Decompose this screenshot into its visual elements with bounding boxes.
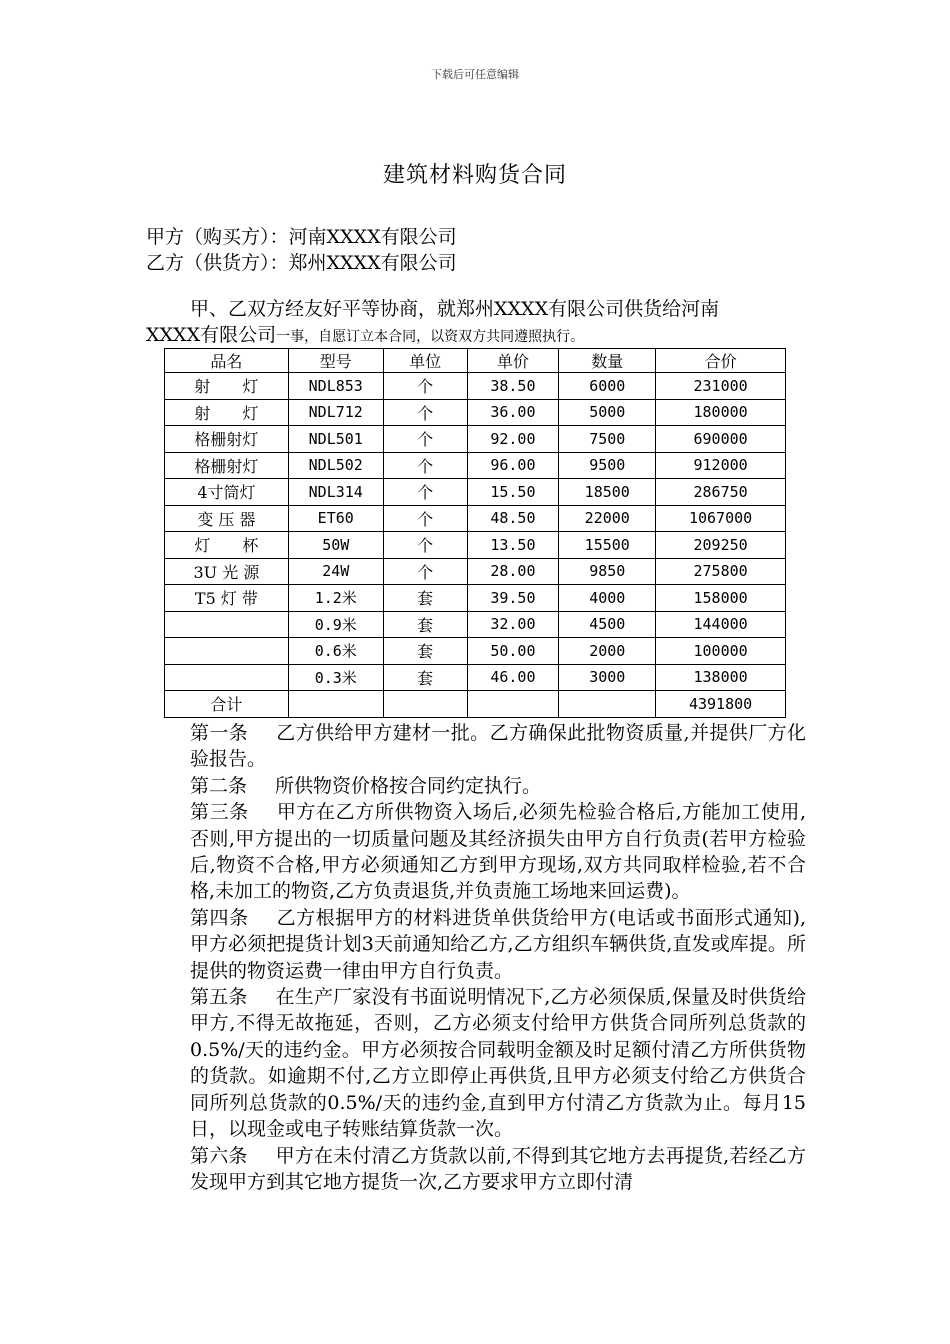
page-title: 建筑材料购货合同 [382,163,567,188]
cell-amount: 100000 [656,638,786,665]
cell-amount: 690000 [656,426,786,453]
cell-amount: 209250 [656,532,786,559]
cell-unit: 套 [383,638,467,665]
cell-amount: 180000 [656,399,786,426]
cell-model: NDL712 [288,399,383,426]
cell-name: 格栅射灯 [165,426,289,453]
article-label: 第二条 [190,774,248,797]
cell-price: 13.50 [467,532,559,559]
header-unit: 单位 [383,349,467,373]
cell-price: 36.00 [467,399,559,426]
cell-quantity: 9500 [559,452,656,479]
intro-line-2-main: XXXX有限公司 [146,324,277,346]
cell-unit: 个 [383,373,467,400]
total-value: 4391800 [656,691,786,718]
goods-table [164,348,786,718]
cell-amount: 275800 [656,558,786,585]
intro-line-2 [146,322,806,350]
cell-model: 24W [288,558,383,585]
cell-quantity: 6000 [559,373,656,400]
party-a: 甲方（购买方）：河南XXXX有限公司 [146,226,457,248]
cell-price: 39.50 [467,585,559,612]
article-5 [146,984,806,1142]
cell-name [165,638,289,665]
cell-amount: 912000 [656,452,786,479]
cell-quantity: 4000 [559,585,656,612]
cell-quantity: 7500 [559,426,656,453]
cell-model: NDL501 [288,426,383,453]
cell-model: 0.6米 [288,638,383,665]
cell-quantity: 18500 [559,479,656,506]
table-row [165,426,786,453]
article-text: 乙方根据甲方的材料进货单供货给甲方(电话或书面形式通知),甲方必须把提货计划3天前通知给乙方,乙方组织车辆供货,直发或库提。所提供的物资运费一律由甲方自行负责。 [190,906,806,982]
cell-amount: 138000 [656,664,786,691]
cell-quantity: 22000 [559,505,656,532]
table-row [165,399,786,426]
cell-model: NDL502 [288,452,383,479]
table-header-row [165,349,786,373]
cell-unit: 个 [383,479,467,506]
article-text: 乙方供给甲方建材一批。乙方确保此批物资质量,并提供厂方化验报告。 [190,722,806,771]
cell-unit: 套 [383,585,467,612]
cell-price: 48.50 [467,505,559,532]
article-1 [146,720,806,773]
header-price: 单价 [467,349,559,373]
cell-unit: 套 [383,611,467,638]
table-cell [383,691,467,718]
cell-price: 50.00 [467,638,559,665]
cell-name [165,611,289,638]
cell-model: NDL314 [288,479,383,506]
cell-model: 0.3米 [288,664,383,691]
article-text: 所供物资价格按合同约定执行。 [275,774,542,797]
party-b: 乙方（供货方）：郑州XXXX有限公司 [146,252,457,274]
cell-name: 3U 光 源 [165,558,289,585]
cell-price: 46.00 [467,664,559,691]
table-cell [467,691,559,718]
cell-quantity: 2000 [559,638,656,665]
cell-unit: 个 [383,426,467,453]
table-row [165,558,786,585]
cell-name: 格栅射灯 [165,452,289,479]
cell-model: 1.2米 [288,585,383,612]
cell-price: 96.00 [467,452,559,479]
article-text: 在生产厂家没有书面说明情况下,乙方必须保质,保量及时供货给甲方,不得无故拖延，否则，乙方必须支付给甲方供货合同所列总货款的0.5%/天的违约金。甲方必须按合同载明金额及时足额付清乙方所供货物的货款。如逾期不付,乙方立即停止再供货,且甲方必须支付给乙方供货合同所列总货款的0.5%/天的违约金,直到甲方付清乙方货款为止。每月15日，以现金或电子转账结算货款一次。 [190,986,806,1141]
article-label: 第三条 [190,801,249,824]
header-name: 品名 [165,349,289,373]
table-row [165,638,786,665]
article-label: 第五条 [190,986,248,1009]
header-model: 型号 [288,349,383,373]
intro-line-2-small: 一事，自愿订立本合同，以资双方共同遵照执行。 [276,329,585,345]
table-row [165,532,786,559]
article-label: 第四条 [190,906,249,929]
intro-paragraph [146,296,806,350]
table-row [165,479,786,506]
cell-quantity: 3000 [559,664,656,691]
table-cell [288,691,383,718]
table-row [165,452,786,479]
cell-unit: 个 [383,452,467,479]
cell-quantity: 4500 [559,611,656,638]
table-row [165,611,786,638]
cell-amount: 286750 [656,479,786,506]
article-text: 甲方在未付清乙方货款以前,不得到其它地方去再提货,若经乙方发现甲方到其它地方提货一次,乙方要求甲方立即付清 [190,1144,806,1193]
cell-name: 射 灯 [165,373,289,400]
article-label: 第一条 [190,722,249,744]
cell-price: 38.50 [467,373,559,400]
header-note: 下载后可任意编辑 [431,68,519,81]
cell-amount: 144000 [656,611,786,638]
cell-unit: 个 [383,532,467,559]
cell-name: 射 灯 [165,399,289,426]
cell-model: 0.9米 [288,611,383,638]
cell-price: 32.00 [467,611,559,638]
cell-quantity: 9850 [559,558,656,585]
table-row [165,585,786,612]
intro-line-1: 甲、乙双方经友好平等协商，就郑州XXXX有限公司供货给河南 [190,298,720,320]
cell-model: ET60 [288,505,383,532]
cell-price: 28.00 [467,558,559,585]
cell-name: 4寸筒灯 [165,479,289,506]
cell-name [165,664,289,691]
table-row [165,505,786,532]
cell-model: NDL853 [288,373,383,400]
cell-quantity: 5000 [559,399,656,426]
table-row [165,373,786,400]
header-amount: 合价 [656,349,786,373]
cell-price: 15.50 [467,479,559,506]
cell-amount: 231000 [656,373,786,400]
cell-unit: 个 [383,505,467,532]
cell-amount: 1067000 [656,505,786,532]
cell-name: 变 压 器 [165,505,289,532]
cell-amount: 158000 [656,585,786,612]
table-row [165,664,786,691]
article-6 [146,1143,806,1196]
cell-unit: 个 [383,399,467,426]
cell-price: 92.00 [467,426,559,453]
article-label: 第六条 [190,1144,248,1167]
cell-quantity: 15500 [559,532,656,559]
contract-articles [146,720,806,1195]
cell-name: 灯 杯 [165,532,289,559]
table-cell [559,691,656,718]
cell-name: T5 灯 带 [165,585,289,612]
article-3 [146,799,806,905]
total-label: 合计 [165,691,289,718]
cell-model: 50W [288,532,383,559]
cell-unit: 套 [383,664,467,691]
table-total-row [165,691,786,718]
article-text: 甲方在乙方所供物资入场后,必须先检验合格后,方能加工使用,否则,甲方提出的一切质量问题及其经济损失由甲方自行负责(若甲方检验后,物资不合格,甲方必须通知乙方到甲方现场,双方共同取样检验,若不合格,未加工的物资,乙方负责退货,并负责施工场地来回运费)。 [190,801,806,903]
cell-unit: 个 [383,558,467,585]
article-2 [146,773,806,799]
article-4 [146,905,806,984]
header-quantity: 数量 [559,349,656,373]
